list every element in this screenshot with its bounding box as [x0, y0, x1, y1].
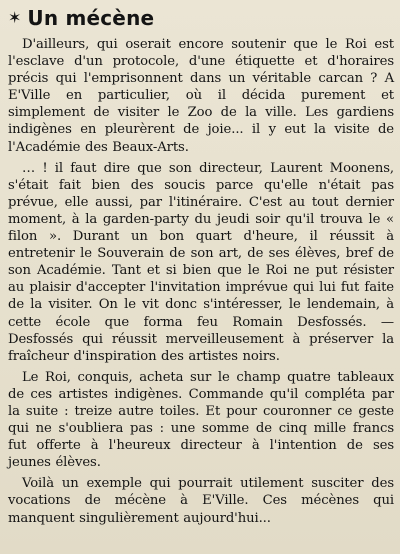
article-title: Un mécène: [27, 6, 155, 30]
paragraph-1: D'ailleurs, qui oserait encore soutenir que le Roi est l'esclave d'un protocole, d'une étiquette et d'horaires précis qui l'emprisonnent dans un véritable carcan ? A E'Ville en particulier, où il décida purement et simplement de visiter le Zoo de la ville. Les gardiens indigènes en pleurèrent de joie... il y eut la visite de l'Académie des Beaux-Arts.: [8, 37, 394, 155]
star-icon: ✶: [8, 8, 22, 27]
paragraph-4: Voilà un exemple qui pourrait utilement susciter des vocations de mécène à E'Ville. Ces mécènes qui manquent singulièrement aujourd'hui...: [8, 476, 394, 526]
article-heading: [8, 4, 394, 32]
article-body: [8, 36, 394, 527]
paragraph-3: Le Roi, conquis, acheta sur le champ quatre tableaux de ces artistes indigènes. Commande qu'il compléta par la suite : treize autre toiles. Et pour couronner ce geste qui ne s'oubliera pas : une somme de cinq mille francs fut offerte à l'heureux directeur à l'intention de ses jeunes élèves.: [8, 369, 394, 471]
paragraph-2: … ! il faut dire que son directeur, Laurent Moonens, s'était fait bien des soucis parce qu'elle n'était pas prévue, elle aussi, par l'itinéraire. C'est au tout dernier moment, à la garden-party du jeudi soir qu'il trouva le « filon ». Durant un bon quart d'heure, il réussit à entretenir le Souverain de son art, de ses élèves, bref de son Académie. Tant et si bien que le Roi ne put résister au plaisir d'accepter l'invitation imprévue qui lui fut faite de la visiter. On le vit donc s'intéresser, le lendemain, à cette école que forma feu Romain Desfossés. — Desfossés qui réussit merveilleusement à préserver la fraîcheur d'inspiration des artistes noirs.: [8, 160, 394, 364]
